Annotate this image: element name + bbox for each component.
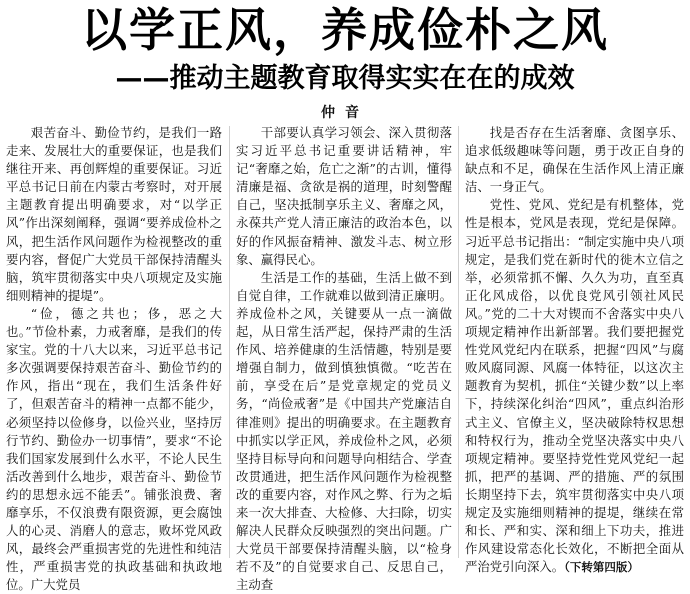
article-column-1 [6, 124, 222, 593]
paragraph: “俭，德之共也；侈，恶之大也。”节俭朴素，力戒奢靡，是我们的传家宝。党的十八大以来，习近平总书记多次强调要保持艰苦奋斗、勤俭节约的作风，指出“现在，我们生活条件好了，但艰苦奋斗的精神一点都不能少，必须坚持以俭修身，以俭兴业，坚持厉行节约、勤俭办一切事情”，要求“不论我们国家发展到什么水平，不论人民生活改善到什么地步，艰苦奋斗、勤俭节约的思想永远不能丢”。铺张浪费、奢靡享乐，不仅浪费有限资源，更会腐蚀人的心灵、消磨人的意志，败坏党风政风，最终会严重损害党的先进性和纯洁性，严重损害党的执政基础和执政地位。广大党员 [6, 305, 222, 593]
column-divider [458, 126, 459, 558]
paragraph: 干部要认真学习领会、深入贯彻落实习近平总书记重要讲话精神，牢记“奢靡之始，危亡之渐”的古训，懂得清廉是福、贪欲是祸的道理，时刻警醒自己，坚决抵制享乐主义、奢靡之风，永葆共产党人清正廉洁的政治本色，以好的作风振奋精神、激发斗志、树立形象、赢得民心。 [236, 125, 452, 267]
paragraph: 找是否存在生活奢靡、贪图享乐、追求低级趣味等问题，勇于改正自身的缺点和不足，确保在生活作风上清正廉洁、一身正气。 [465, 125, 684, 195]
article-column-3 [465, 124, 684, 575]
paragraph: 生活是工作的基础，生活上做不到自觉自律，工作就难以做到清正廉明。养成俭朴之风，关键要从一点一滴做起，从日常生活严起，保持严肃的生活作风、培养健康的生活情趣，特别是要增强自制力，做到慎独慎微。“吃苦在前，享受在后”是党章规定的党员义务，“尚俭戒奢”是《中国共产党廉洁自律准则》提出的明确要求。在主题教育中抓实以学正风，养成俭朴之风，必须坚持目标导向和问题导向相结合、学查改贯通进，把生活作风问题作为检视整改的重要内容，对作风之弊、行为之垢来一次大排查、大检修、大扫除，切实解决人民群众反映强烈的突出问题。广大党员干部要保持清醒头脑，以“检身若不及”的自觉要求自己、反思自己，主动查 [236, 269, 452, 593]
byline: 仲音 [321, 105, 369, 121]
article-column-2 [236, 124, 452, 593]
paragraph: 艰苦奋斗、勤俭节约，是我们一路走来、发展壮大的重要保证，也是我们继往开来、再创辉煌的重要保证。习近平总书记日前在内蒙古考察时，对开展主题教育提出明确要求，对“以学正风”作出深刻阐释，强调“要养成俭朴之风，把生活作风问题作为检视整改的重要内容，督促广大党员干部保持清醒头脑，筑牢贯彻落实中央八项规定及实施细则精神的提堤”。 [6, 125, 222, 303]
paragraph [465, 196, 684, 576]
headline: 以学正风，养成俭朴之风 [81, 3, 609, 57]
paragraph-text: 党性、党风、党纪是有机整体，党性是根本，党风是表现，党纪是保障。习近平总书记指出：“制定实施中央八项规定，是我们党在新时代的徙木立信之举，必须常抓不懈、久久为功，直至真正化风成俗，以优良党风引领社风民风。”党的二十大对锲而不舍落实中央八项规定精神作出新部署。我们要把握党性党风党纪内在联系，把握“四风”与腐败风腐同源、风腐一体特征，以这次主题教育为契机，抓住“关键少数”以上率下，持续深化纠治“四风”，重点纠治形式主义、官僚主义，坚决破除特权思想和特权行为，推动全党坚决落实中央八项规定精神。要坚持党性党风党纪一起抓，把严的基调、严的措施、严的氛围长期坚持下去，筑牢贯彻落实中央八项规定及实施细则精神的提堤，继续在常和长、严和实、深和细上下功夫，推进作风建设常态化长效化，不断把全面从严治党引向深入。 [465, 197, 684, 575]
continuation-note[interactable]: （下转第四版） [564, 560, 639, 575]
subheadline: ——推动主题教育取得实实在在的成效 [115, 63, 575, 94]
column-divider [229, 126, 230, 558]
